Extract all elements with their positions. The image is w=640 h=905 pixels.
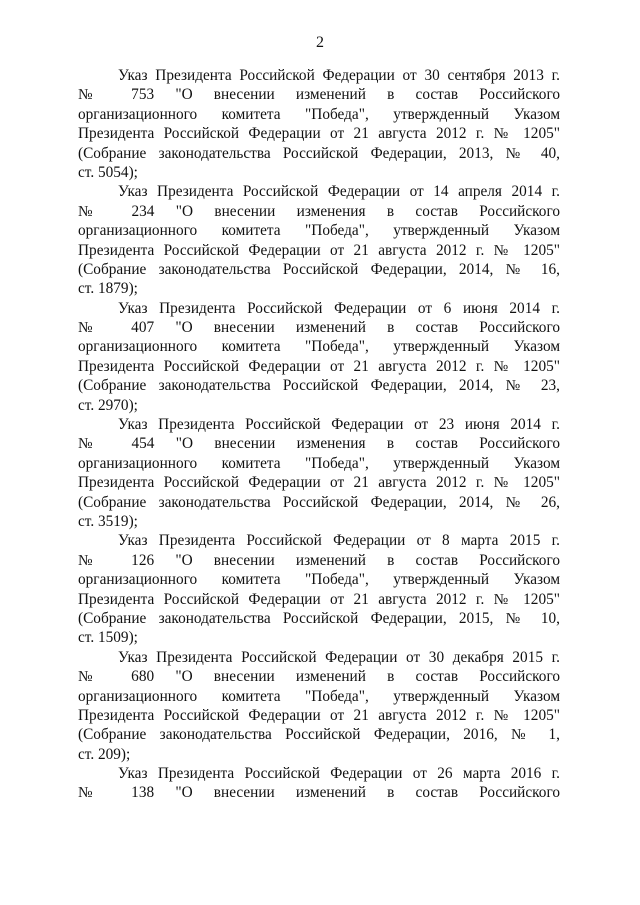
decree-list (78, 66, 560, 803)
decree-paragraph (78, 299, 560, 415)
text-line: (Собрание законодательства Российской Федерации, 2014, № 23, (78, 377, 560, 395)
text-line: Указ Президента Российской Федерации от 30 сентября 2013 г. (118, 67, 560, 84)
text-line: № 234 "О внесении изменения в состав Российского (78, 202, 560, 220)
text-line: Указ Президента Российской Федерации от 8 марта 2015 г. (118, 532, 560, 550)
text-line: № 680 "О внесении изменений в состав Российского (78, 668, 560, 686)
decree-paragraph (78, 182, 560, 298)
text-line: Президента Российской Федерации от 21 августа 2012 г. № 1205" (78, 241, 560, 259)
text-line: Президента Российской Федерации от 21 августа 2012 г. № 1205" (78, 357, 560, 375)
decree-paragraph (78, 531, 560, 647)
text-line: (Собрание законодательства Российской Федерации, 2013, № 40, (78, 144, 560, 162)
text-line: Указ Президента Российской Федерации от 23 июня 2014 г. (118, 416, 560, 434)
text-line: ст. 1509); (78, 629, 138, 647)
text-line: № 753 "О внесении изменений в состав Российского (78, 86, 560, 104)
text-line: № 407 "О внесении изменений в состав Российского (78, 319, 560, 337)
text-line: Указ Президента Российской Федерации от 14 апреля 2014 г. (118, 183, 560, 201)
text-line: ст. 1879); (78, 280, 138, 298)
text-line: Указ Президента Российской Федерации от 6 июня 2014 г. (118, 299, 560, 317)
decree-paragraph (78, 66, 560, 182)
decree-paragraph (78, 648, 560, 764)
text-line: (Собрание законодательства Российской Федерации, 2015, № 10, (78, 609, 560, 627)
text-line: Президента Российской Федерации от 21 августа 2012 г. № 1205" (78, 125, 560, 143)
text-line: (Собрание законодательства Российской Федерации, 2016, № 1, (78, 726, 560, 744)
text-line: № 454 "О внесении изменения в состав Российского (78, 435, 560, 453)
text-line: Президента Российской Федерации от 21 августа 2012 г. № 1205" (78, 706, 560, 724)
text-line: организационного комитета "Победа", утвержденный Указом (78, 338, 560, 356)
text-line: ст. 209); (78, 745, 131, 763)
text-line: Президента Российской Федерации от 21 августа 2012 г. № 1205" (78, 474, 560, 492)
text-line: ст. 3519); (78, 512, 138, 530)
text-line: ст. 5054); (78, 163, 138, 181)
text-line: Указ Президента Российской Федерации от 26 марта 2016 г. (118, 765, 560, 783)
text-line: № 126 "О внесении изменений в состав Российского (78, 551, 560, 569)
text-line: организационного комитета "Победа", утвержденный Указом (78, 222, 560, 240)
text-line: организационного комитета "Победа", утвержденный Указом (78, 105, 560, 123)
text-line: Указ Президента Российской Федерации от 30 декабря 2015 г. (118, 648, 560, 666)
text-line: (Собрание законодательства Российской Федерации, 2014, № 26, (78, 493, 560, 511)
text-line: организационного комитета "Победа", утвержденный Указом (78, 687, 560, 705)
decree-paragraph (78, 764, 560, 803)
text-line: № 138 "О внесении изменений в состав Российского (78, 784, 560, 802)
text-line: Президента Российской Федерации от 21 августа 2012 г. № 1205" (78, 590, 560, 608)
text-line: организационного комитета "Победа", утвержденный Указом (78, 571, 560, 589)
page-number: 2 (316, 34, 324, 51)
text-line: ст. 2970); (78, 396, 138, 414)
text-line: организационного комитета "Победа", утвержденный Указом (78, 454, 560, 472)
text-line: (Собрание законодательства Российской Федерации, 2014, № 16, (78, 260, 560, 278)
decree-paragraph (78, 415, 560, 531)
